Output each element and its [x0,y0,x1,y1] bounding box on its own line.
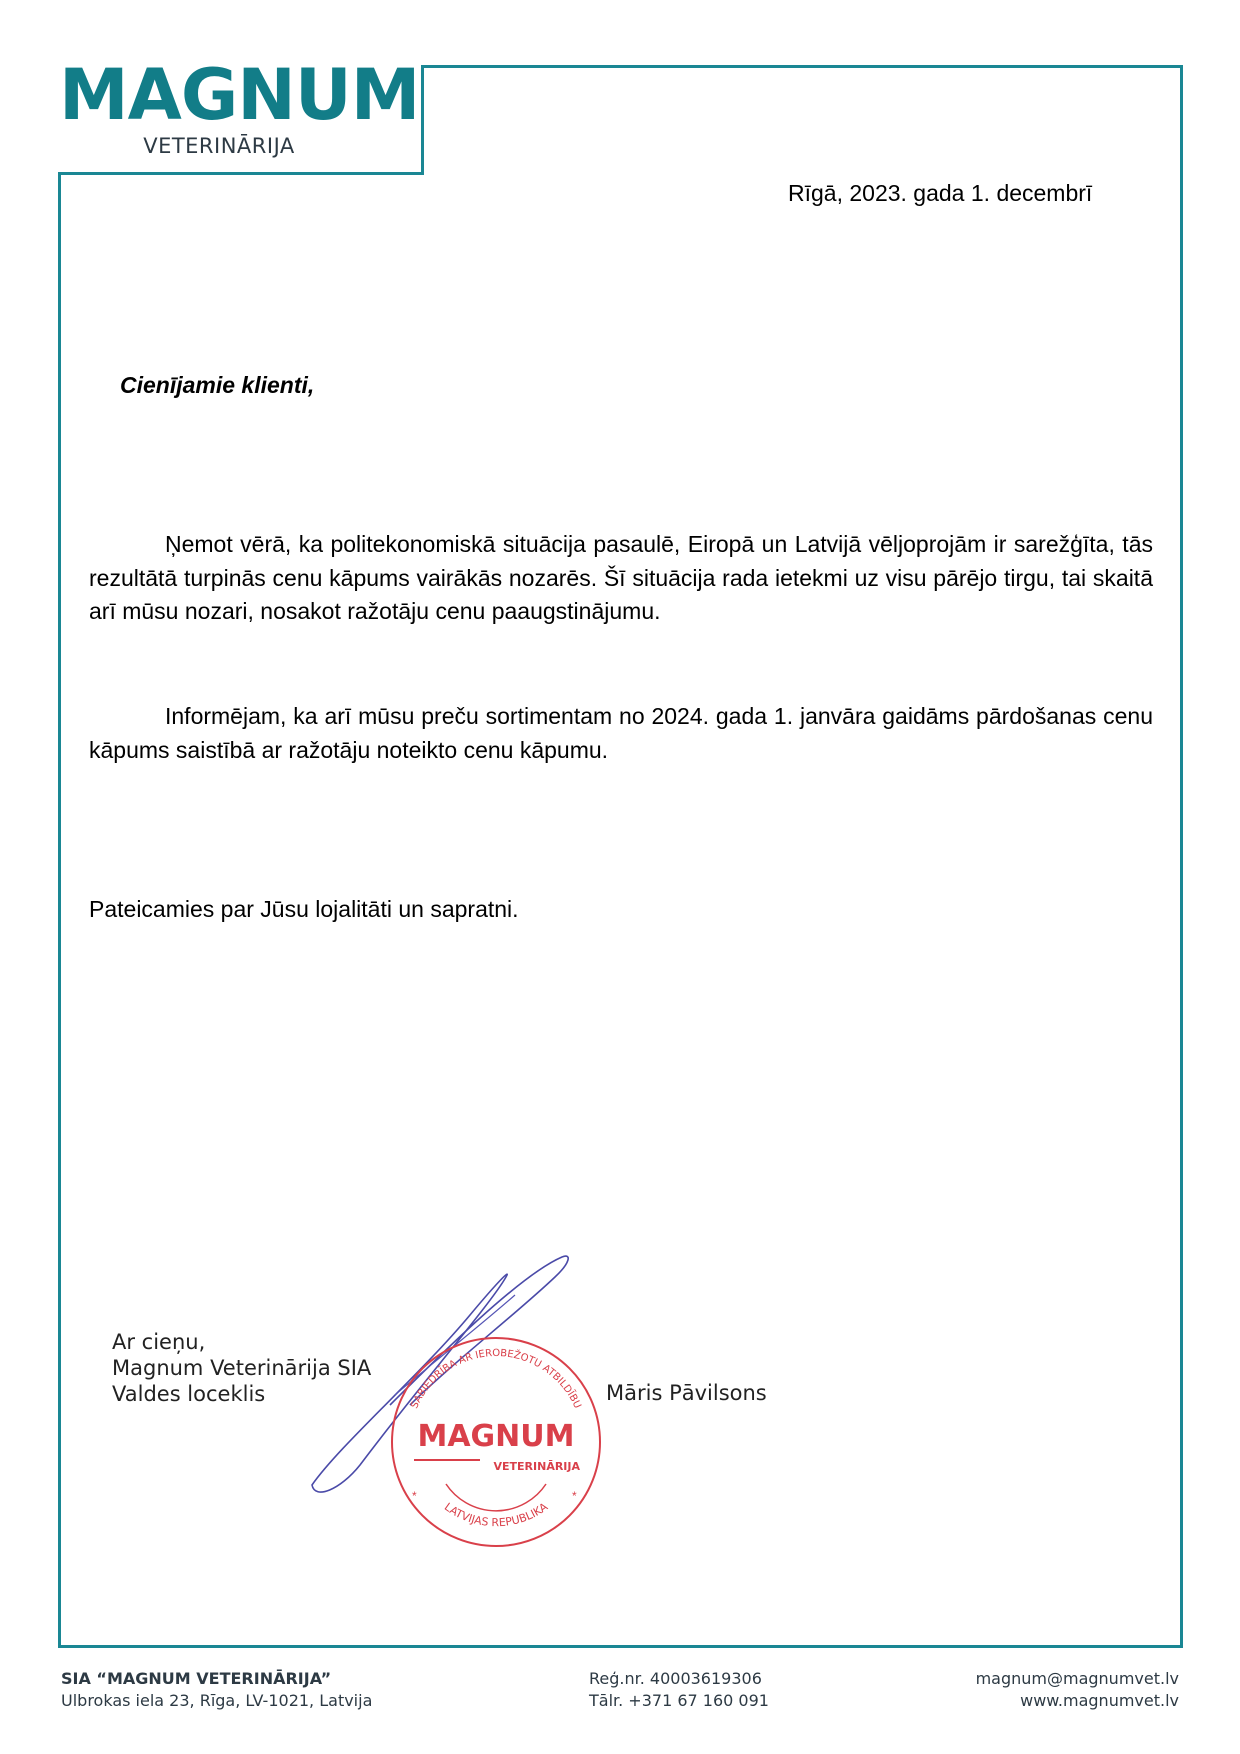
footer-address: Ulbrokas iela 23, Rīga, LV-1021, Latvija [61,1691,373,1710]
stamp-inner-arc [446,1484,546,1511]
stamp-top-arc-text: SABIEDRĪBA AR IEROBEŽOTU ATBILDĪBU [409,1348,583,1411]
letter-paragraph-1 [89,528,1153,629]
footer-company-name: SIA “MAGNUM VETERINĀRIJA” [61,1669,332,1688]
position-text: Valdes loceklis [112,1382,266,1406]
paragraph-text: Ņemot vērā, ka politekonomiskā situācija pasaulē, Eiropā un Latvijā vēljoprojām ir sarežģīta, tās rezultātā turpinās cenu kāpums vairākās nozarēs. Šī situācija rada ietekmi uz visu pārējo tirgu, tai skaitā arī mūsu nozari, nosakot ražotāju cenu paaugstinājumu. [89,531,1153,624]
frame-bottom-line [58,1645,1183,1648]
closing-thanks: Pateicamies par Jūsu lojalitāti un sapratni. [89,896,519,922]
stamp-subtitle: VETERINĀRIJA [493,1460,580,1473]
stamp-star-right: * [572,1489,577,1503]
frame-top-line [421,65,1183,68]
stamp-star-left: * [412,1489,417,1503]
frame-left-line [58,172,61,1648]
logo-subtitle: VETERINĀRIJA [143,134,295,158]
footer-email[interactable]: magnum@magnumvet.lv [975,1669,1179,1688]
letter-greeting: Cienījamie klienti, [120,372,315,398]
footer-registration [589,1668,769,1712]
letter-paragraph-2 [89,700,1153,767]
frame-logo-bottom-line [58,172,424,175]
footer-website[interactable]: www.magnumvet.lv [1020,1691,1179,1710]
logo-name: MAGNUM [59,54,420,136]
footer-reg-nr: Reģ.nr. 40003619306 [589,1669,762,1688]
company-logo [59,54,420,158]
frame-logo-vertical-line [421,65,424,175]
footer-phone: Tālr. +371 67 160 091 [589,1691,769,1710]
footer-company [61,1668,372,1712]
frame-right-line [1180,65,1183,1648]
paragraph-text: Informējam, ka arī mūsu preču sortimentam no 2024. gada 1. janvāra gaidāms pārdošanas cenu kāpums saistībā ar ražotāju noteikto cenu kāpumu. [89,703,1153,763]
stamp-name: MAGNUM [417,1419,575,1454]
signer-name: Māris Pāvilsons [606,1381,767,1405]
footer-contacts [976,1668,1179,1712]
letter-date: Rīgā, 2023. gada 1. decembrī [788,180,1093,206]
company-stamp [388,1334,604,1550]
stamp-bottom-arc-text: LATVIJAS REPUBLIKA [441,1500,551,1530]
regards-text: Ar cieņu, [112,1330,206,1354]
company-text: Magnum Veterinārija SIA [112,1356,372,1380]
